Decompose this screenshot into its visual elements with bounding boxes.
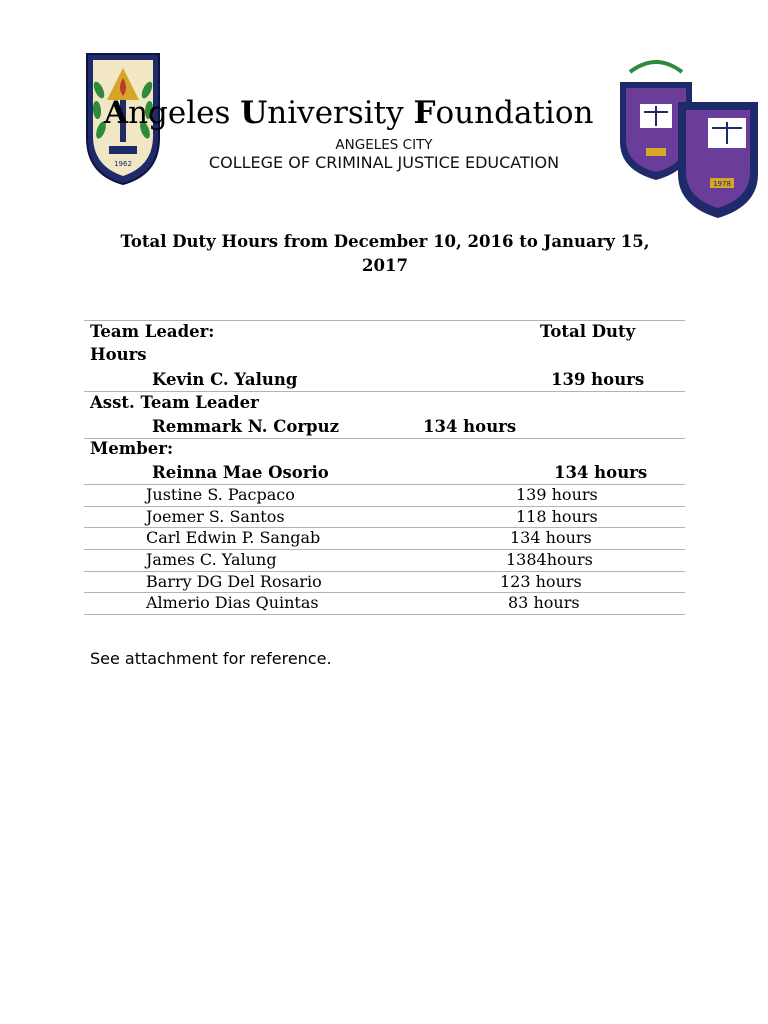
member-hours: 134 hours [554,463,648,482]
team-leader-hours: 139 hours [551,370,645,389]
member-name: James C. Yalung [146,550,277,569]
total-duty-label: Total Duty [540,322,636,341]
table-divider [84,438,685,439]
college-name: COLLEGE OF CRIMINAL JUSTICE EDUCATION [208,153,560,172]
member-name: Barry DG Del Rosario [146,572,322,591]
right-seal-year: 1978 [713,180,731,188]
table-divider [84,614,685,615]
report-title-line-2: 2017 [362,256,408,275]
member-hours: 139 hours [516,485,598,504]
reference-note: See attachment for reference. [90,649,332,668]
member-name: Carl Edwin P. Sangab [146,528,321,547]
member-hours: 83 hours [508,593,580,612]
member-hours: 1384hours [506,550,593,569]
team-leader-name: Kevin C. Yalung [152,370,298,389]
member-hours: 134 hours [510,528,592,547]
asst-team-leader-hours: 134 hours [423,417,517,436]
team-leader-label: Team Leader: [90,322,215,341]
report-title [90,230,680,278]
hours-label: Hours [90,345,147,364]
member-hours: 118 hours [516,507,598,526]
member-name: Reinna Mae Osorio [152,463,329,482]
member-name: Almerio Dias Quintas [146,593,319,612]
member-name: Joemer S. Santos [146,507,285,526]
report-title-line-1: Total Duty Hours from December 10, 2016 to January 15, [120,232,650,251]
member-hours: 123 hours [500,572,582,591]
left-seal-year: 1962 [114,160,132,168]
asst-team-leader-label: Asst. Team Leader [90,393,259,412]
city-line: ANGELES CITY [335,137,433,153]
member-label: Member: [90,439,174,458]
asst-team-leader-name: Remmark N. Corpuz [152,417,339,436]
member-name: Justine S. Pacpaco [146,485,295,504]
university-name: Angeles University Foundation [104,95,594,131]
